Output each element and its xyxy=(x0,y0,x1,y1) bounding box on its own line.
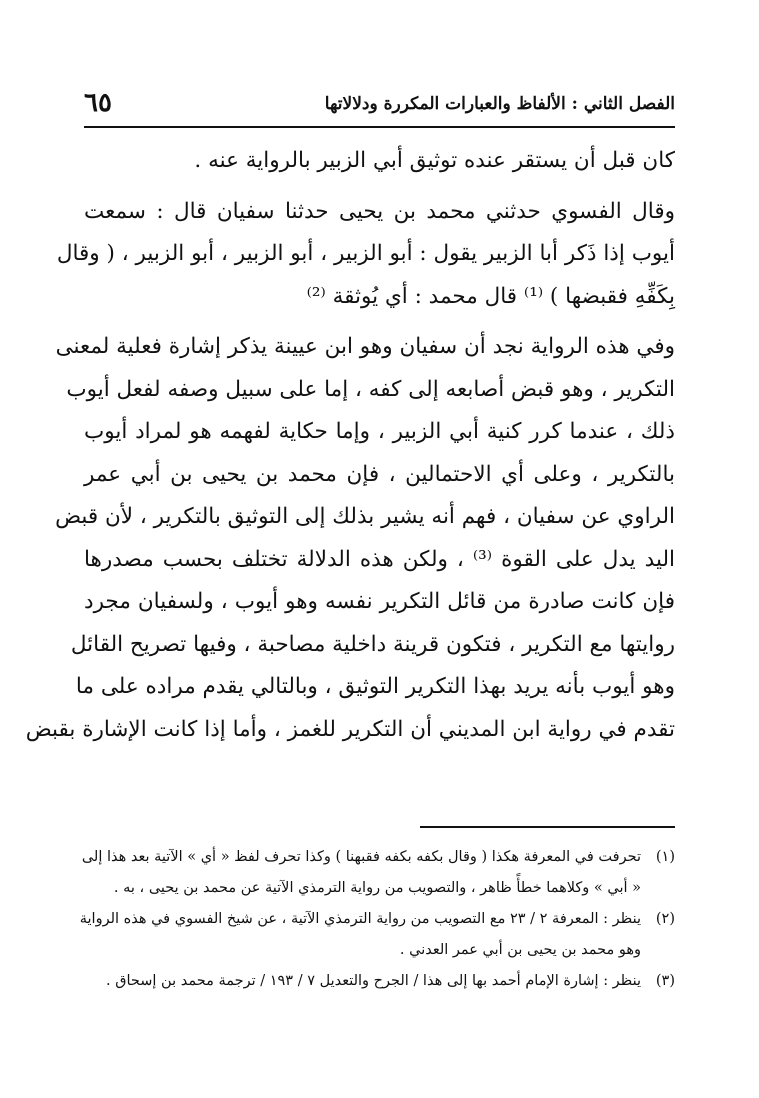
header-rule xyxy=(84,126,675,128)
footnotes xyxy=(79,842,675,997)
text-line: وفي هذه الرواية نجد أن سفيان وهو ابن عيينة يذكر إشارة فعلية لمعنى xyxy=(55,334,675,359)
text-line: اليد يدل على القوة ⁽³⁾ ، ولكن هذه الدلالة تختلف بحسب مصدرها xyxy=(84,546,675,572)
text-line: روايتها مع التكرير ، فتكون قرينة داخلية مصاحبة ، وفيها تصريح القائل xyxy=(70,631,675,657)
footnote-line: ينظر : إشارة الإمام أحمد بها إلى هذا / الجرح والتعديل ٧ / ١٩٣ / ترجمة محمد بن إسحاق . xyxy=(106,973,641,989)
footnote-text xyxy=(82,842,641,904)
footnote-1 xyxy=(81,842,675,904)
footnote-line: تحرفت في المعرفة هكذا ( وقال بكفه بكفه فقبهنا ) وكذا تحرف لفظ « أي » الآتية بعد هذا إلى xyxy=(81,849,641,865)
footnote-line: « أبي » وكلاهما خطأً ظاهر ، والتصويب من رواية الترمذي الآتية عن محمد بن يحيى ، به . xyxy=(113,880,641,896)
text-line: تقدم في رواية ابن المديني أن التكرير للغمز ، وأما إذا كانت الإشارة بقبض xyxy=(25,716,675,742)
footnote-separator xyxy=(420,826,675,828)
paragraph-gap xyxy=(84,318,675,326)
text-line: بِكَفِّهِ فقبضها ) ⁽¹⁾ قال محمد : أي يُوثقة ⁽²⁾ xyxy=(306,283,675,309)
text-line: التكرير ، وهو قبض أصابعه إلى كفه ، إما على سبيل وصفه لفعل أيوب xyxy=(66,376,675,402)
footnote-text xyxy=(84,966,641,997)
footnote-number: (٢) xyxy=(655,911,675,927)
running-title: الفصل الثاني : الألفاظ والعبارات المكررة ودلالاتها xyxy=(324,94,675,114)
footnote-2 xyxy=(79,904,675,966)
text-line: فإن كانت صادرة من قائل التكرير نفسه وهو أيوب ، ولسفيان مجرد xyxy=(84,589,675,614)
footnote-number: (١) xyxy=(655,849,675,865)
text-line: كان قبل أن يستقر عنده توثيق أبي الزبير بالرواية عنه . xyxy=(194,148,675,173)
page-number: ٦٥ xyxy=(84,88,112,118)
text-line: أيوب إذا ذَكر أبا الزبير يقول : أبو الزبير ، أبو الزبير ، أبو الزبير ، ( وقال xyxy=(56,241,675,266)
paragraph-gap xyxy=(84,183,675,191)
footnote-line: وهو محمد بن يحيى بن أبي عمر العدني . xyxy=(399,942,641,958)
text-line: وهو أيوب بأنه يريد بهذا التكرير التوثيق ، وبالتالي يقدم مراده على ما xyxy=(75,674,675,699)
footnote-3 xyxy=(84,966,675,997)
text-line: الراوي عن سفيان ، فهم أنه يشير بذلك إلى التوثيق بالتكرير ، لأن قبض xyxy=(55,504,675,529)
text-line: وقال الفسوي حدثني محمد بن يحيى حدثنا سفيان قال : سمعت xyxy=(84,198,675,224)
page-header xyxy=(84,88,675,122)
text-line: بالتكرير ، وعلى أي الاحتمالين ، فإن محمد بن يحيى بن أبي عمر xyxy=(84,461,675,487)
main-text xyxy=(25,140,675,751)
footnote-number: (٣) xyxy=(655,973,675,989)
footnote-line: ينظر : المعرفة ٢ / ٢٣ مع التصويب من رواية الترمذي الآتية ، عن شيخ الفسوي في هذه الرواية xyxy=(79,911,641,927)
footnote-text xyxy=(80,904,641,966)
text-line: ذلك ، عندما كرر كنية أبي الزبير ، وإما حكاية لفهمه هو لمراد أيوب xyxy=(84,419,675,444)
